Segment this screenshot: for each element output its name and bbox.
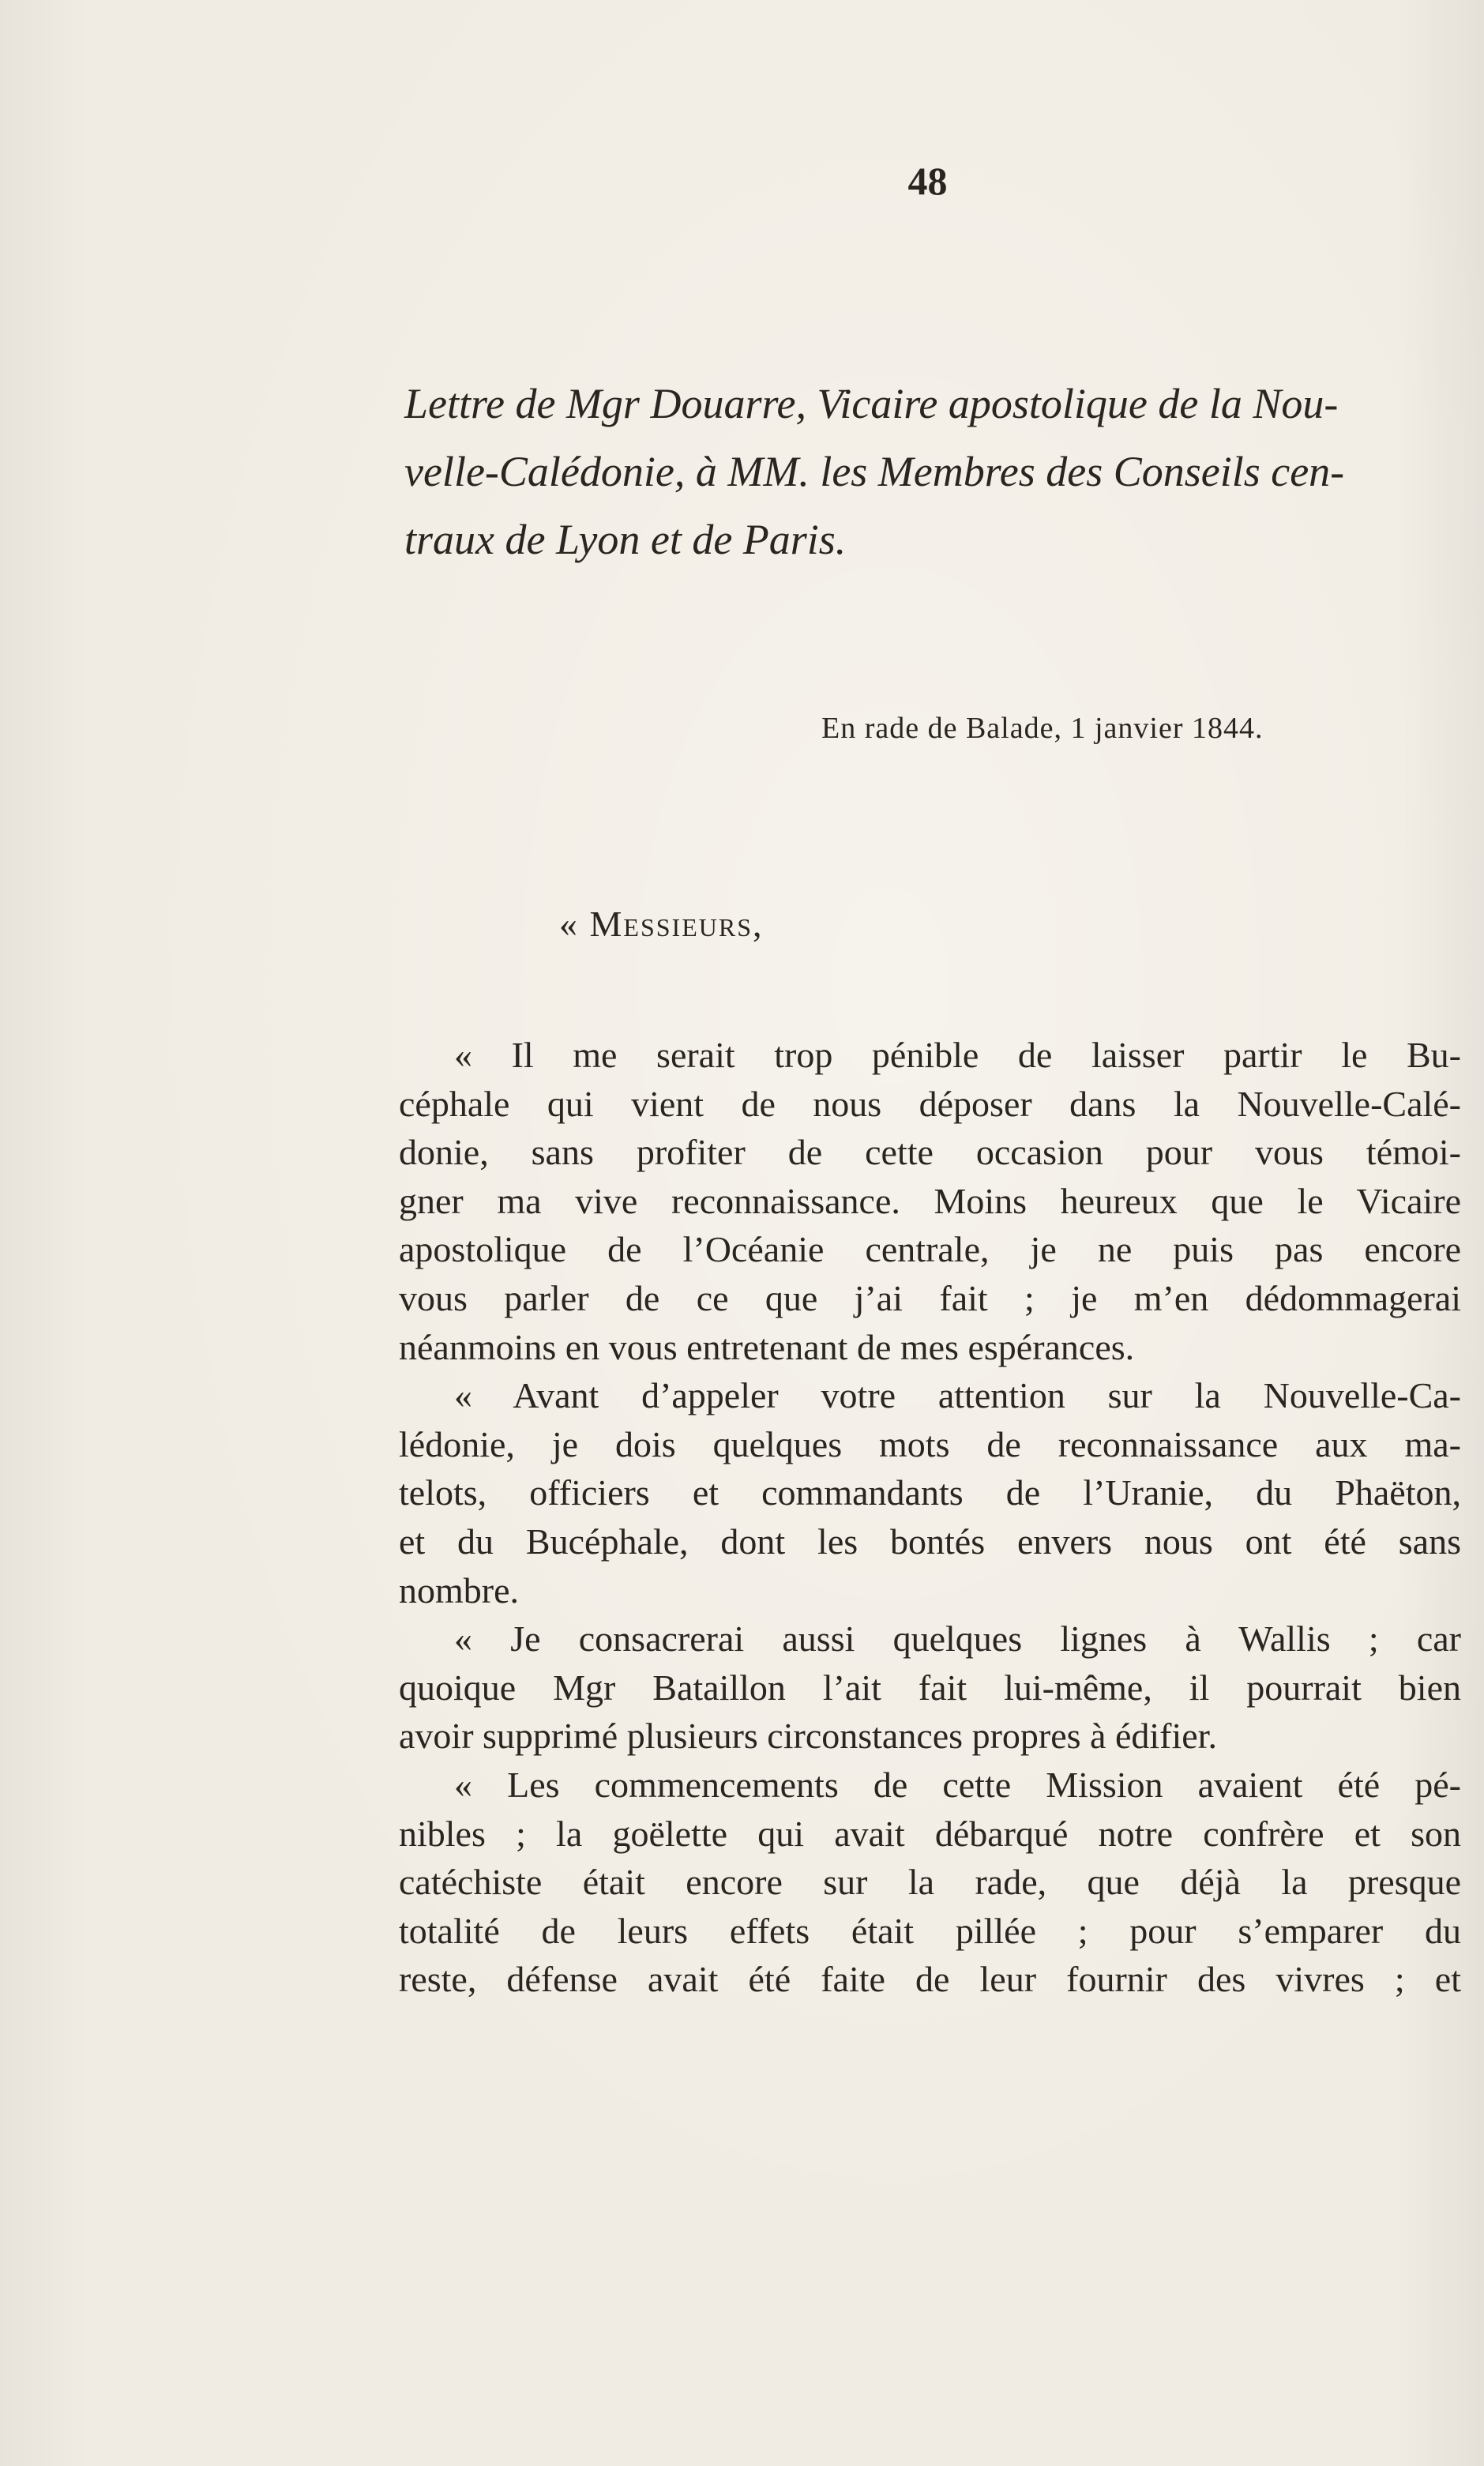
- body-line: donie, sans profiter de cette occasion pour vous témoi-: [399, 1132, 1461, 1173]
- letter-heading: [404, 370, 1463, 573]
- body-line: avoir supprimé plusieurs circonstances propres à édifier.: [399, 1716, 1217, 1757]
- body-line: reste, défense avait été faite de leur fournir des vivres ; et: [399, 1959, 1461, 2000]
- body-line: « Les commencements de cette Mission avaient été pé-: [454, 1764, 1461, 1805]
- heading-line: velle-Calédonie, à MM. les Membres des Conseils cen-: [404, 448, 1345, 495]
- body-line: « Il me serait trop pénible de laisser partir le Bu-: [454, 1035, 1461, 1075]
- body-line: « Avant d’appeler votre attention sur la Nouvelle-Ca-: [454, 1375, 1461, 1416]
- salutation: « Messieurs,: [559, 904, 764, 944]
- heading-line: Lettre de Mgr Douarre, Vicaire apostolique de la Nou-: [404, 380, 1339, 427]
- body-line: apostolique de l’Océanie centrale, je ne puis pas encore: [399, 1229, 1461, 1270]
- body-line: totalité de leurs effets était pillée ; pour s’emparer du: [399, 1910, 1461, 1951]
- body-line: néanmoins en vous entretenant de mes espérances.: [399, 1326, 1135, 1367]
- body-line: et du Bucéphale, dont les bontés envers nous ont été sans: [399, 1521, 1461, 1562]
- body-line: quoique Mgr Bataillon l’ait fait lui-même, il pourrait bien: [399, 1667, 1461, 1708]
- body-line: gner ma vive reconnaissance. Moins heureux que le Vicaire: [399, 1180, 1461, 1221]
- body-line: catéchiste était encore sur la rade, que déjà la presque: [399, 1862, 1461, 1903]
- body-line: telots, officiers et commandants de l’Uranie, du Phaëton,: [399, 1472, 1461, 1513]
- letter-body: [399, 1031, 1461, 2004]
- page-number: 48: [907, 159, 948, 203]
- heading-line: traux de Lyon et de Paris.: [404, 516, 847, 563]
- body-line: vous parler de ce que j’ai fait ; je m’en dédommagerai: [399, 1277, 1461, 1318]
- body-line: nombre.: [399, 1569, 520, 1611]
- body-line: « Je consacrerai aussi quelques lignes à Wallis ; car: [454, 1618, 1461, 1660]
- body-line: céphale qui vient de nous déposer dans la Nouvelle-Calé-: [399, 1083, 1461, 1124]
- dateline: En rade de Balade, 1 janvier 1844.: [821, 712, 1264, 745]
- body-line: lédonie, je dois quelques mots de reconnaissance aux ma-: [399, 1423, 1461, 1464]
- body-line: nibles ; la goëlette qui avait débarqué notre confrère et son: [399, 1813, 1461, 1854]
